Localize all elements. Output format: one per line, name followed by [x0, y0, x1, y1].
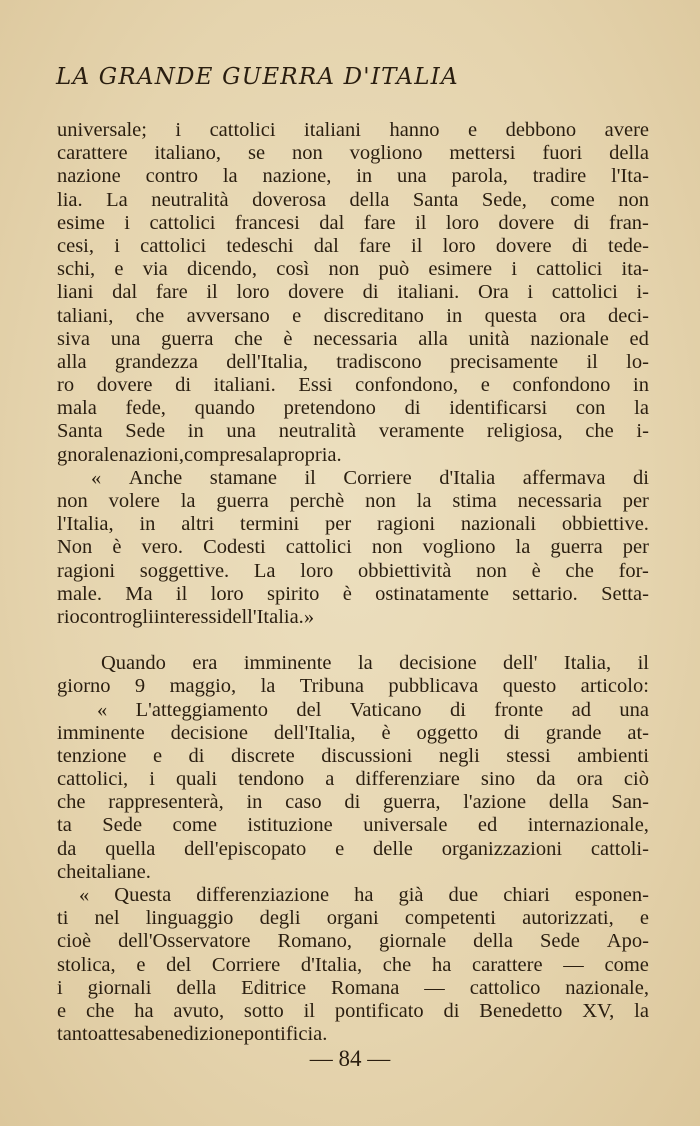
text-line: « Anche stamane il Corriere d'Italia affermava di	[91, 466, 649, 489]
text-line: e che ha avuto, sotto il pontificato di Benedetto XV, la	[57, 999, 649, 1022]
paragraph-continuation	[57, 490, 649, 629]
text-line: l'Italia, in altri termini per ragioni nazionali obbiettive.	[57, 513, 649, 536]
text-line: siva una guerra che è necessaria alla unità nazionale ed	[57, 327, 649, 350]
text-line: imminente decisione dell'Italia, è oggetto di grande at-	[57, 721, 649, 744]
text-line: ro dovere di italiani. Essi confondono, e confondono in	[57, 374, 649, 397]
text-line: che italiane.	[57, 860, 151, 883]
text-line: i giornali della Editrice Romana — cattolico nazionale,	[57, 976, 649, 999]
text-line: ragioni soggettive. La loro obbiettività non è che for-	[57, 559, 649, 582]
paragraph	[57, 119, 649, 467]
paragraph	[57, 467, 649, 490]
text-line: gnora le nazioni, compresa la propria.	[57, 443, 342, 466]
text-line: giorno 9 maggio, la Tribuna pubblicava questo articolo:	[57, 675, 649, 698]
text-line: tanto attesa benedizione pontificia.	[57, 1023, 328, 1046]
body-text	[57, 119, 649, 1046]
text-line: cesi, i cattolici tedeschi dal fare il loro dovere di tede-	[57, 234, 649, 257]
page-number: — 84 —	[309, 1046, 391, 1071]
text-line: Santa Sede in una neutralità veramente religiosa, che i-	[57, 420, 649, 443]
text-line: nazione contro la nazione, in una parola, tradire l'Ita-	[57, 165, 649, 188]
text-line: mala fede, quando pretendono di identificarsi con la	[57, 397, 649, 420]
text-line: « Questa differenziazione ha già due chiari esponen-	[79, 884, 649, 906]
text-line: cattolici, i quali tendono a differenziare sino da ora ciò	[57, 768, 649, 791]
text-line: lia. La neutralità doverosa della Santa Sede, come non	[57, 188, 649, 211]
text-line: Non è vero. Codesti cattolici non vogliono la guerra per	[57, 536, 649, 559]
text-line: cioè dell'Osservatore Romano, giornale della Sede Apo-	[57, 930, 649, 953]
text-line: rio contro gli interessi dell'Italia. »	[57, 605, 315, 628]
paragraph	[57, 699, 649, 722]
text-line: ti nel linguaggio degli organi competenti autorizzati, e	[57, 907, 649, 930]
text-line: liani dal fare il loro dovere di italiani. Ora i cattolici i-	[57, 281, 649, 304]
paragraph	[57, 884, 649, 907]
paragraph-continuation	[57, 907, 649, 1046]
text-line: universale; i cattolici italiani hanno e debbono avere	[57, 119, 649, 141]
text-line: carattere italiano, se non vogliono mettersi fuori della	[57, 142, 649, 165]
text-line: Quando era imminente la decisione dell' Italia, il	[101, 652, 649, 675]
text-line: tenzione e di discrete discussioni negli stessi ambienti	[57, 744, 649, 767]
running-title: LA GRANDE GUERRA D'ITALIA	[56, 64, 459, 90]
text-line: che rappresenterà, in caso di guerra, l'azione della San-	[57, 791, 649, 814]
paragraph	[57, 652, 649, 675]
text-line: taliani, che avversano e discreditano in questa ora deci-	[57, 304, 649, 327]
text-line: ta Sede come istituzione universale ed internazionale,	[57, 814, 649, 837]
text-line: schi, e via dicendo, così non può esimere i cattolici ita-	[57, 258, 649, 281]
text-line: esime i cattolici francesi dal fare il loro dovere di fran-	[57, 211, 649, 234]
text-line: da quella dell'episcopato e delle organizzazioni cattoli-	[57, 837, 649, 860]
text-line: alla grandezza dell'Italia, tradiscono precisamente il lo-	[57, 350, 649, 373]
text-line: non volere la guerra perchè non la stima necessaria per	[57, 490, 649, 512]
paragraph-continuation	[57, 722, 649, 884]
text-line: « L'atteggiamento del Vaticano di fronte ad una	[97, 698, 649, 721]
text-line: stolica, e del Corriere d'Italia, che ha carattere — come	[57, 953, 649, 976]
paragraph-continuation	[57, 675, 649, 698]
paragraph-gap	[57, 629, 649, 652]
text-line: male. Ma il loro spirito è ostinatamente settario. Setta-	[57, 582, 649, 605]
